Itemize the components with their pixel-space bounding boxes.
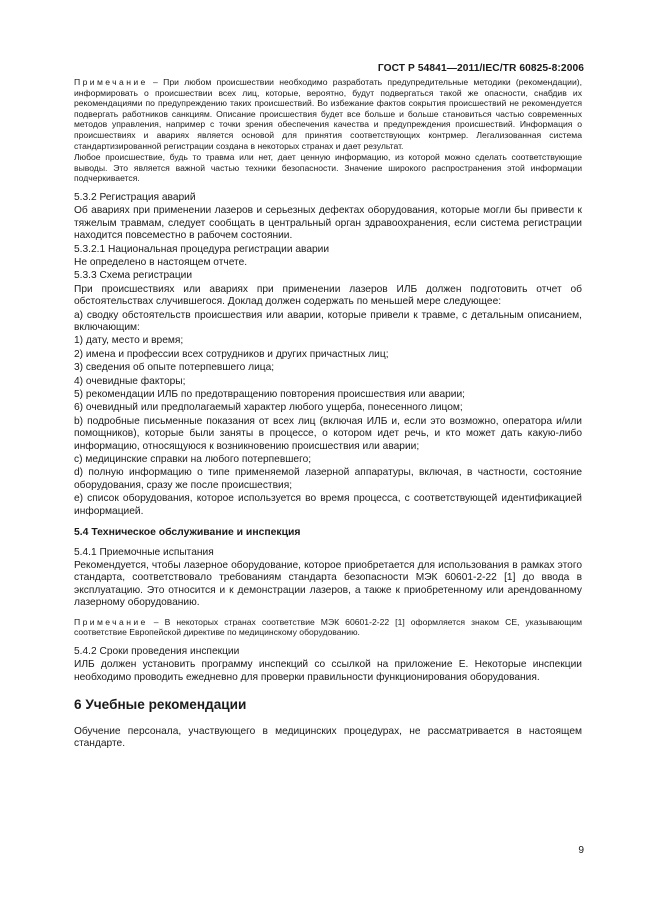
section-5-3-2-text: Об авариях при применении лазеров и серьезных дефектах оборудования, которые могли бы привести к тяжелым травмам, следует сообщать в центральный орган здравоохранения, если система регистрации находится повсеместно в рабочем состоянии.: [74, 205, 582, 242]
note-2-text: – В некоторых странах соответствие МЭК 60601-2-22 [1] оформляется знаком CE, указывающим соответствие Европейской директиве по медицинскому оборудованию.: [74, 616, 582, 638]
list-sub-item-6: 6) очевидный или предполагаемый характер любого ущерба, понесенного лицом;: [74, 402, 463, 414]
section-5-4-2-title: 5.4.2 Сроки проведения инспекции: [74, 645, 240, 657]
note-2: [74, 617, 582, 638]
page-number: 9: [578, 845, 584, 856]
list-item-a: а) сводку обстоятельств происшествия или аварии, которые привели к травме, с детальным описанием, включающим:: [74, 309, 582, 333]
note-1-label: Примечание: [74, 77, 148, 87]
list-item-d: d) полную информацию о типе применяемой лазерной аппаратуры, включая, в частности, состояние оборудования, сразу же после происшествия;: [74, 467, 582, 491]
section-5-4-1-text: Рекомендуется, чтобы лазерное оборудование, которое приобретается для использования в рамках этого стандарта, соответствовало требованиям стандарта безопасности МЭК 60601-2-22 [1] до ввода в эксплуатацию. Это относится и к демонстрации лазеров, а также к приобретенному или арендованному лазерному оборудованию.: [74, 559, 582, 609]
list-item-b: b) подробные письменные показания от всех лиц (включая ИЛБ и, если это возможно, оператора и/или помощников), которые были заняты в процессе, о котором идет речь, и кто может дать какую-либо информацию, относящуюся к возникновению происшествия или аварии;: [74, 415, 582, 452]
note-1-text: – При любом происшествии необходимо разработать предупредительные методики (рекомендации), информировать о происшествии всех лиц, которые, вероятно, будут подвергаться такой же опасности, снабдив их рекомендациями по предупреждению таких происшествий. Во избежание фактов сокрытия происшествий не рекомендуется подвергать работников санкциям. Описание происшествия будет все больше и больше становиться частью современных методов управления, например с точки зрения обеспечения качества и предупреждения происшествий. Информация о происшествиях и авариях является основой для принятия соответствующих контрмер. Легализованная система стандартизированной регистрации создана в некоторых странах и дает результат.: [74, 77, 582, 151]
section-5-3-3-title: 5.3.3 Схема регистрации: [74, 270, 193, 282]
section-6-heading: 6 Учебные рекомендации: [74, 696, 247, 712]
section-5-4-heading: 5.4 Техническое обслуживание и инспекция: [74, 527, 301, 539]
section-5-4-1-title: 5.4.1 Приемочные испытания: [74, 546, 214, 558]
list-sub-item-5: 5) рекомендации ИЛБ по предотвращению повторения происшествия или аварии;: [74, 389, 466, 401]
document-code-header: ГОСТ Р 54841—2011/IEC/TR 60825-8:2006: [377, 63, 584, 74]
list-sub-item-1: 1) дату, место и время;: [74, 335, 184, 347]
section-5-4-2-text: ИЛБ должен установить программу инспекций со ссылкой на приложение Е. Некоторые инспекции необходимо проводить ежедневно для проверки правильности функционирования оборудования.: [74, 659, 582, 683]
list-sub-item-2: 2) имена и профессии всех сотрудников и других причастных лиц;: [74, 348, 389, 360]
note-2-label: Примечание: [74, 616, 148, 627]
section-5-3-2-1-text: Не определено в настоящем отчете.: [74, 256, 248, 268]
note-1: [74, 77, 582, 151]
list-item-e: e) список оборудования, которое используется во время процесса, с соответствующей идентификацией информацией.: [74, 493, 582, 517]
section-5-3-3-text: При происшествиях или авариях при применении лазеров ИЛБ должен подготовить отчет об обстоятельствах случившегося. Доклад должен содержать по меньшей мере следующее:: [74, 283, 582, 308]
section-6-text: Обучение персонала, участвующего в медицинских процедурах, не рассматривается в настоящем стандарте.: [74, 725, 582, 750]
list-sub-item-4: 4) очевидные факторы;: [74, 375, 186, 387]
list-sub-item-3: 3) сведения об опыте потерпевшего лица;: [74, 362, 275, 374]
note-1-paragraph-2: Любое происшествие, будь то травма или нет, дает ценную информацию, из которой можно сделать соответствующие выводы. Это является важной частью техники безопасности. Значение широкого распространения этой информации подчеркивается.: [74, 152, 582, 184]
list-item-c: c) медицинские справки на любого потерпевшего;: [74, 454, 312, 466]
page-body: [74, 77, 582, 751]
section-5-3-2-title: 5.3.2 Регистрация аварий: [74, 191, 196, 203]
section-5-3-2-1-title: 5.3.2.1 Национальная процедура регистрации аварии: [74, 243, 330, 255]
